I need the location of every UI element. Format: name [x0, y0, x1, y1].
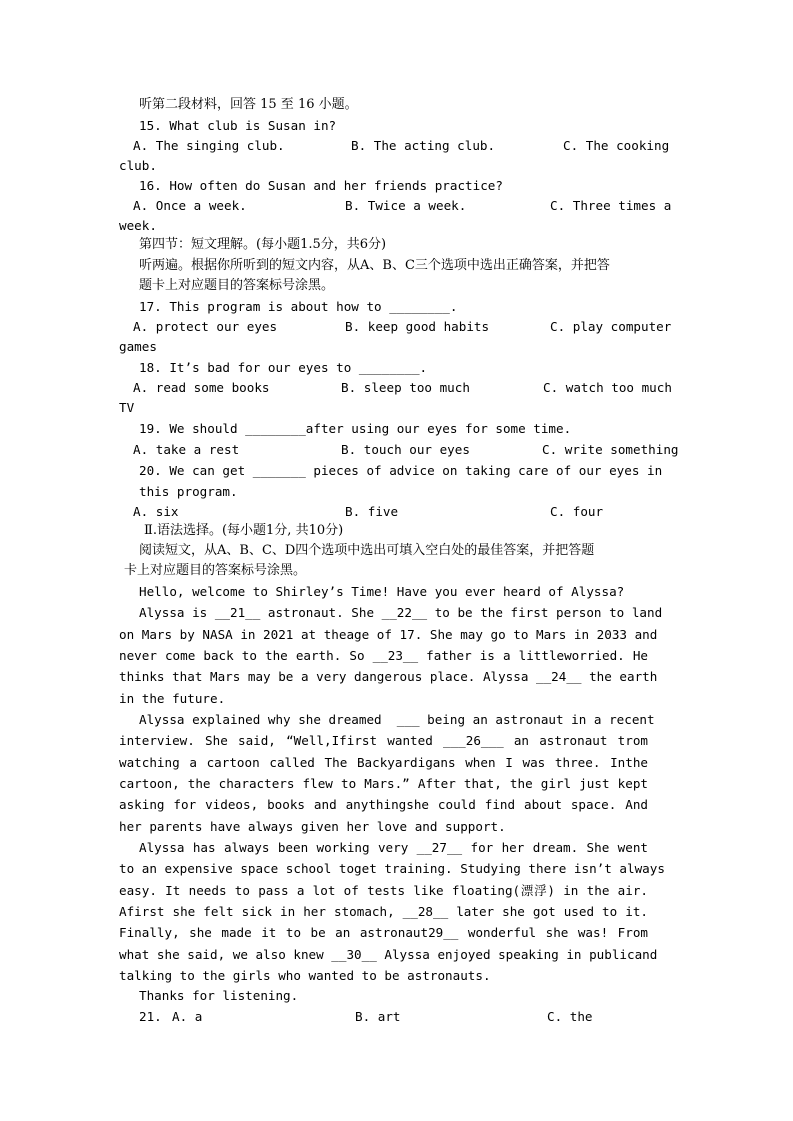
- q19-option-a: A. take a rest: [133, 442, 240, 457]
- passage-line: her parents have always given her love and support.: [119, 819, 506, 834]
- grammar-instruction-line2: 卡上对应题目的答案标号涂黑。: [124, 563, 307, 578]
- q17-option-c-wrap: games: [119, 339, 157, 354]
- q15-option-b: B. The acting club.: [351, 138, 496, 153]
- passage-line: asking for videos, books and anythingshe could find about space. And: [119, 797, 648, 812]
- passage-line: in the future.: [119, 691, 226, 706]
- passage-line: talking to the girls who wanted to be astronauts.: [119, 968, 491, 983]
- q18-option-a: A. read some books: [133, 380, 270, 395]
- q18-stem: 18. It’s bad for our eyes to ________.: [139, 360, 428, 375]
- grammar-title: Ⅱ.语法选择。(每小题1分, 共10分): [144, 523, 344, 538]
- q16-option-c: C. Three times a: [550, 198, 672, 213]
- passage-line: what she said, we also knew __30__ Alyssa enjoyed speaking in publicand: [119, 947, 658, 962]
- passage-line: Alyssa is __21__ astronaut. She __22__ to be the first person to land: [139, 605, 663, 620]
- part4-instruction-line2: 题卡上对应题目的答案标号涂黑。: [139, 278, 335, 293]
- q17-option-a: A. protect our eyes: [133, 319, 278, 334]
- passage-greeting: Hello, welcome to Shirley’s Time! Have you ever heard of Alyssa?: [139, 584, 625, 599]
- passage-line: Finally, she made it to be an astronaut29__ wonderful she was! From: [119, 925, 648, 940]
- passage-line: interview. She said, “Well,Ifirst wanted ___26___ an astronaut trom: [119, 733, 648, 748]
- passage-line: watching a cartoon called The Backyardigans when I was three. Inthe: [119, 755, 648, 770]
- q20-stem-line1: 20. We can get _______ pieces of advice on taking care of our eyes in: [139, 463, 663, 478]
- q15-option-a: A. The singing club.: [133, 138, 285, 153]
- q16-option-c-wrap: week.: [119, 218, 157, 233]
- section2-intro: 听第二段材料，回答 15 至 16 小题。: [139, 97, 358, 112]
- passage-line: on Mars by NASA in 2021 at theage of 17. She may go to Mars in 2033 and: [119, 627, 658, 642]
- q16-stem: 16. How often do Susan and her friends practice?: [139, 178, 503, 193]
- q19-option-c: C. write something: [542, 442, 679, 457]
- passage-line: easy. It needs to pass a lot of tests like floating(漂浮) in the air.: [119, 883, 648, 898]
- q19-option-b: B. touch our eyes: [341, 442, 470, 457]
- passage-line: to an expensive space school toget training. Studying there isn’t always: [119, 861, 665, 876]
- q17-stem: 17. This program is about how to ________.: [139, 299, 458, 314]
- q21-option-b: B. art: [355, 1009, 401, 1024]
- passage-line: Alyssa explained why she dreamed ___ being an astronaut in a recent: [139, 712, 655, 727]
- q21-option-c: C. the: [547, 1009, 593, 1024]
- q15-option-c: C. The cooking: [563, 138, 670, 153]
- q20-option-c: C. four: [550, 504, 604, 519]
- q18-option-c-wrap: TV: [119, 400, 135, 415]
- q18-option-b: B. sleep too much: [341, 380, 470, 395]
- part4-instruction-line1: 听两遍。根据你所听到的短文内容，从A、B、C三个选项中选出正确答案，并把答: [139, 258, 610, 273]
- q21-option-a: A. a: [172, 1009, 203, 1024]
- passage-line: Afirst she felt sick in her stomach, __28__ later she got used to it.: [119, 904, 648, 919]
- q17-option-b: B. keep good habits: [345, 319, 490, 334]
- passage-line: Alyssa has always been working very __27__ for her dream. She went: [139, 840, 648, 855]
- passage-line: never come back to the earth. So __23__ father is a littleworried. He: [119, 648, 648, 663]
- q16-option-b: B. Twice a week.: [345, 198, 467, 213]
- q15-stem: 15. What club is Susan in?: [139, 118, 337, 133]
- q17-option-c: C. play computer: [550, 319, 672, 334]
- q20-stem-line2: this program.: [139, 484, 238, 499]
- part4-title: 第四节：短文理解。(每小题1.5分，共6分): [139, 237, 387, 252]
- q18-option-c: C. watch too much: [543, 380, 672, 395]
- q15-option-c-wrap: club.: [119, 158, 157, 173]
- q20-option-a: A. six: [133, 504, 179, 519]
- passage-line: thinks that Mars may be a very dangerous place. Alyssa __24__ the earth: [119, 669, 658, 684]
- grammar-instruction-line1: 阅读短文，从A、B、C、D四个选项中选出可填入空白处的最佳答案，并把答题: [139, 543, 595, 558]
- passage-closing: Thanks for listening.: [139, 988, 299, 1003]
- q19-stem: 19. We should ________after using our eyes for some time.: [139, 421, 572, 436]
- q20-option-b: B. five: [345, 504, 399, 519]
- passage-line: cartoon, the characters flew to Mars.” After that, the girl just kept: [119, 776, 648, 791]
- q16-option-a: A. Once a week.: [133, 198, 247, 213]
- q21-number: 21.: [139, 1009, 162, 1024]
